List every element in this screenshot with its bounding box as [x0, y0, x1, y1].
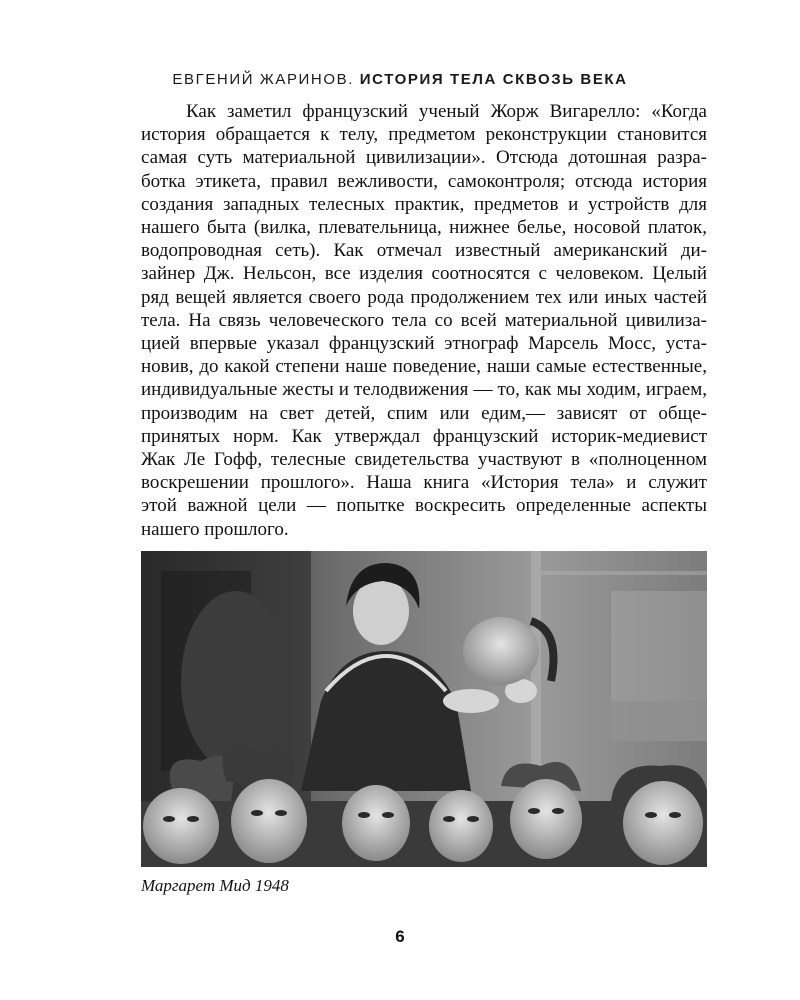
- text-line: самая суть материальной цивилизации». Отсюда дотошная разра-: [141, 147, 707, 169]
- text-line: этой важной цели — попытке воскресить определенные аспекты: [141, 495, 707, 517]
- text-line: новив, до какой степени наше поведение, наши самые естественные,: [141, 356, 707, 378]
- text-line: цией впервые указал французский этнограф Марсель Мосс, уста-: [141, 333, 707, 355]
- body-paragraph: [141, 100, 707, 541]
- photograph-margaret-mead: [141, 551, 707, 867]
- text-line: принятых норм. Как утверждал французский историк-медиевист: [141, 425, 707, 447]
- running-header: [0, 71, 800, 88]
- text-line: производим на свет детей, спим или едим,— зависят от обще-: [141, 402, 707, 424]
- figure-caption: Маргарет Мид 1948: [141, 876, 289, 895]
- text-line: индивидуальные жесты и телодвижения — то, как мы ходим, играем,: [141, 379, 707, 401]
- header-book-title: ИСТОРИЯ ТЕЛА СКВОЗЬ ВЕКА: [359, 71, 628, 88]
- page-number: 6: [395, 927, 405, 946]
- text-line: зайнер Дж. Нельсон, все изделия соотносятся с человеком. Целый: [141, 263, 707, 285]
- text-line: история обращается к телу, предметом реконструкции становится: [141, 124, 707, 146]
- text-line: тела. На связь человеческого тела со всей материальной цивилиза-: [141, 309, 707, 331]
- header-author: ЕВГЕНИЙ ЖАРИНОВ.: [172, 71, 355, 88]
- text-line: ботка этикета, правил вежливости, самоконтроля; отсюда история: [141, 170, 707, 192]
- text-line: Как заметил французский ученый Жорж Вигарелло: «Когда: [186, 101, 707, 122]
- text-line: нашего быта (вилка, плевательница, нижнее белье, носовой платок,: [141, 217, 707, 239]
- text-line: создания западных телесных практик, предметов и устройств для: [141, 193, 707, 215]
- text-line: водопроводная сеть). Как отмечал известный американский ди-: [141, 240, 707, 262]
- text-line: Жак Ле Гофф, телесные свидетельства участвуют в «полноценном: [141, 449, 707, 471]
- text-line: ряд вещей является своего рода продолжением тех или иных частей: [141, 286, 707, 308]
- text-line: нашего прошлого.: [141, 518, 289, 540]
- text-line: воскрешении прошлого». Наша книга «История тела» и служит: [141, 472, 707, 494]
